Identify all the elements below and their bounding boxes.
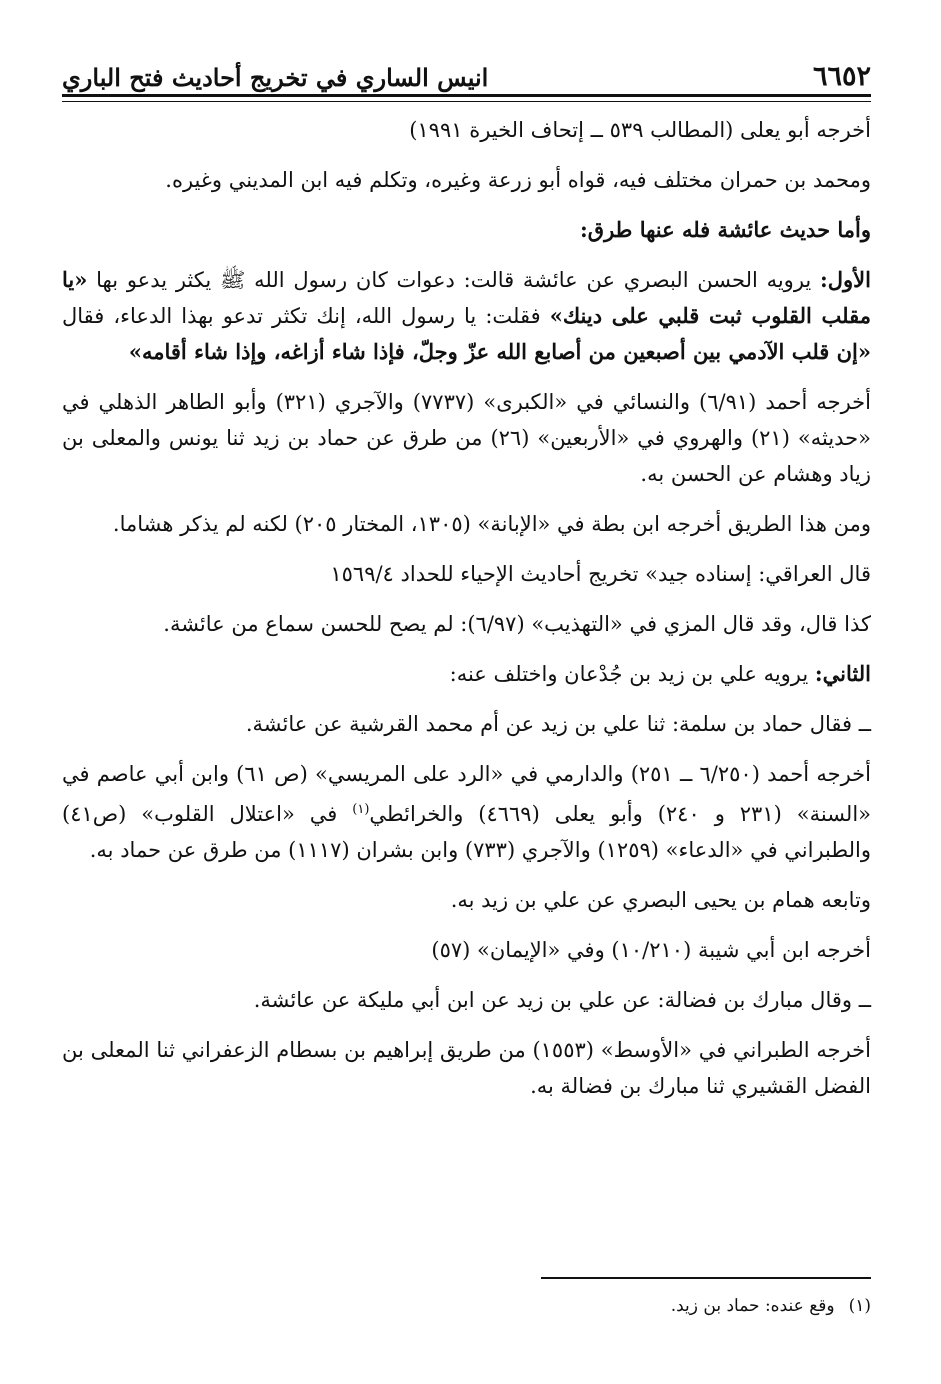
paragraph-text: فقلت: يا رسول الله، إنك تكثر تدعو بهذا الدعاء، فقال xyxy=(62,304,550,328)
footnote-text: وقع عنده: حماد بن زيد. xyxy=(670,1296,835,1316)
paragraph: قال العراقي: إسناده جيد» تخريج أحاديث الإحياء للحداد ١٥٦٩/٤ xyxy=(330,562,871,586)
paragraph-with-footnote xyxy=(62,756,871,868)
footnote-reference: (١) xyxy=(352,802,370,817)
header-rule xyxy=(62,94,871,102)
paragraph: ــ فقال حماد بن سلمة: ثنا علي بن زيد عن أم محمد القرشية عن عائشة. xyxy=(245,712,871,736)
route-label: الأول: xyxy=(820,267,871,292)
paragraph-text: يرويه علي بن زيد بن جُدْعان واختلف عنه: xyxy=(449,662,815,686)
hadith-quote: «يا مقلب القلوب ثبت قلبي على دينك» xyxy=(62,267,872,328)
page-number: ٦٦٥٢ xyxy=(812,61,871,92)
footnote xyxy=(62,1292,871,1320)
paragraph-text: يرويه الحسن البصري عن عائشة قالت: دعوات كان رسول الله ﷺ يكثر يدعو بها xyxy=(87,268,821,292)
paragraph: أخرجه أحمد (٦/٩١) والنسائي في «الكبرى» (٧٧٣٧) والآجري (٣٢١) وأبو الطاهر الذهلي في «حديثه» (٢١) والهروي في «الأربعين» (٢٦) من طرق عن حماد بن زيد ثنا يونس والمعلى بن زياد وهشام عن الحسن به. xyxy=(62,390,872,486)
running-title: انيس الساري في تخريج أحاديث فتح الباري xyxy=(62,63,489,92)
paragraph-first-route xyxy=(62,262,871,370)
footnote-rule xyxy=(541,1277,871,1279)
route-label: الثاني: xyxy=(814,661,871,686)
paragraph: أخرجه الطبراني في «الأوسط» (١٥٥٣) من طريق إبراهيم بن بسطام الزعفراني ثنا المعلى بن الفضل القشيري ثنا مبارك بن فضالة به. xyxy=(62,1038,871,1098)
paragraph: أخرجه ابن أبي شيبة (١٠/٢١٠) وفي «الإيمان» (٥٧) xyxy=(431,938,871,962)
paragraph: وتابعه همام بن يحيى البصري عن علي بن زيد به. xyxy=(450,888,871,912)
page-header xyxy=(62,56,871,92)
page-body xyxy=(62,112,871,1118)
paragraph: أخرجه أبو يعلى (المطالب ٥٣٩ ــ إتحاف الخيرة ١٩٩١) xyxy=(409,118,871,142)
section-heading: وأما حديث عائشة فله عنها طرق: xyxy=(580,217,871,242)
paragraph-text: في «اعتلال القلوب» (ص٤١) والطبراني في «الدعاء» (١٢٥٩) والآجري (٧٣٣) وابن بشران (١١١٧) من طرق عن حماد به. xyxy=(62,802,871,862)
paragraph: ومحمد بن حمران مختلف فيه، قواه أبو زرعة وغيره، وتكلم فيه ابن المديني وغيره. xyxy=(165,168,871,192)
paragraph: ــ وقال مبارك بن فضالة: عن علي بن زيد عن ابن أبي مليكة عن عائشة. xyxy=(253,988,871,1012)
hadith-quote: «إن قلب الآدمي بين أصبعين من أصابع الله عزّ وجلّ، فإذا شاء أزاغه، وإذا شاء أقامه» xyxy=(128,339,871,364)
paragraph-second-route xyxy=(62,656,871,692)
footnote-number: (١) xyxy=(848,1296,871,1316)
paragraph-text: أخرجه أحمد (٦/٢٥٠ ــ ٢٥١) والدارمي في «الرد على المريسي» (ص ٦١) وابن أبي عاصم في «السنة» (٢٣١ و ٢٤٠) وأبو يعلى (٤٦٦٩) والخرائطي xyxy=(62,762,872,826)
paragraph: كذا قال، وقد قال المزي في «التهذيب» (٦/٩٧): لم يصح للحسن سماع من عائشة. xyxy=(163,612,871,636)
paragraph: ومن هذا الطريق أخرجه ابن بطة في «الإبانة» (١٣٠٥، المختار ٢٠٥) لكنه لم يذكر هشاما. xyxy=(112,512,871,536)
